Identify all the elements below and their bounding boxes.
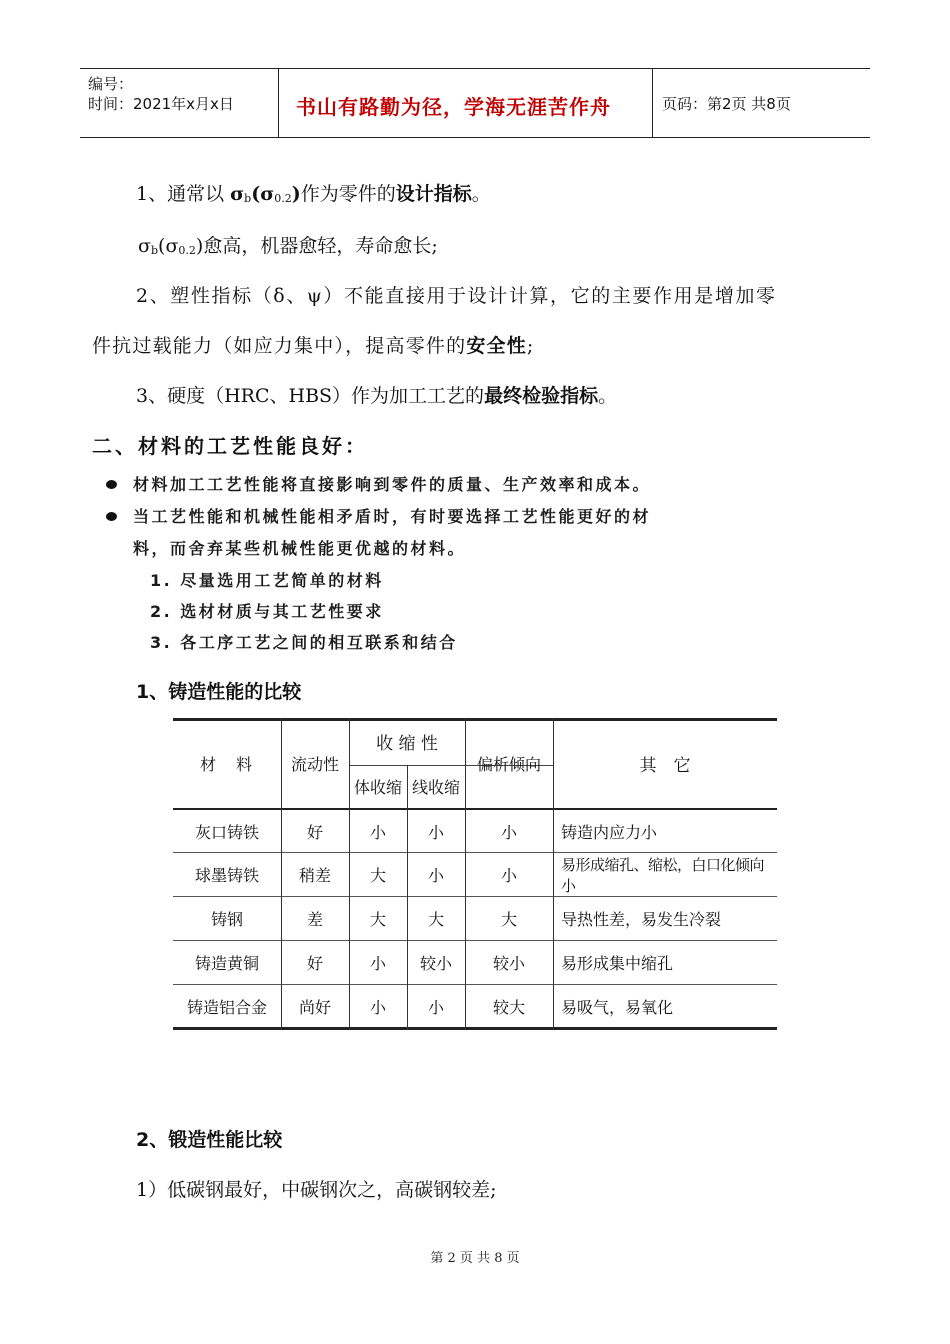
paragraph-strength-effect bbox=[138, 234, 438, 263]
p4-end: 。 bbox=[598, 385, 618, 407]
p4-text: 3、硬度（HRC、HBS）作为加工工艺的 bbox=[136, 385, 485, 407]
table-cell-fluidity: 尚好 bbox=[298, 997, 331, 1017]
header-shrinkage: 收 缩 性 bbox=[376, 734, 438, 754]
header-motto-cell bbox=[278, 69, 653, 137]
table-cell-volume: 大 bbox=[369, 866, 386, 885]
table-cell-material: 铸造铝合金 bbox=[186, 997, 267, 1017]
table-cell-segregation: 较小 bbox=[492, 954, 525, 973]
table-cell-segregation: 小 bbox=[500, 866, 517, 885]
sigma-02-open: (σ bbox=[251, 183, 275, 205]
table-cell-volume: 小 bbox=[369, 997, 386, 1017]
bullet-text-2-line1: 当工艺性能和机械性能相矛盾时，有时要选择工艺性能更好的材 bbox=[133, 507, 652, 526]
p1-middle: 作为零件的 bbox=[300, 183, 396, 205]
p2-sub-b: b bbox=[150, 244, 159, 257]
paren-close: ) bbox=[291, 183, 301, 205]
header-page-cell bbox=[652, 69, 870, 137]
numbered-item-1: 1. 尽量选用工艺简单的材料 bbox=[150, 571, 384, 590]
bullet-dot-icon bbox=[106, 480, 117, 489]
header-other: 其 它 bbox=[639, 755, 691, 776]
paragraph-design-index bbox=[136, 182, 491, 211]
casting-heading: 1、铸造性能的比较 bbox=[136, 681, 302, 703]
p1-end: 。 bbox=[471, 183, 491, 205]
table-cell-material: 铸造黄铜 bbox=[194, 954, 259, 973]
forging-paragraph: 1）低碳钢最好，中碳钢次之，高碳钢较差; bbox=[136, 1179, 497, 1201]
p3-line2-end: ; bbox=[526, 335, 535, 357]
p1-bold-term: 设计指标 bbox=[395, 183, 472, 205]
p4-bold: 最终检验指标 bbox=[484, 385, 599, 407]
sigma-b: σ bbox=[230, 183, 245, 205]
paragraph-plasticity-line1: 2、塑性指标（δ、ψ）不能直接用于设计计算，它的主要作用是增加零 bbox=[136, 285, 777, 307]
document-number-label: 编号： bbox=[88, 75, 134, 93]
table-cell-other: 易吸气，易氧化 bbox=[561, 997, 674, 1017]
bullet-text-2-line2: 料，而舍弃某些机械性能更优越的材料。 bbox=[133, 539, 467, 558]
header-page-label: 页码：第2页 共8页 bbox=[662, 95, 791, 113]
table-cell-fluidity: 好 bbox=[306, 822, 323, 842]
table-cell-linear: 小 bbox=[427, 997, 444, 1017]
bullet-dot-icon bbox=[106, 512, 117, 521]
header-linear-shrink: 线收缩 bbox=[411, 778, 460, 797]
header-segregation: 偏析倾向 bbox=[476, 754, 541, 774]
table-cell-material: 铸钢 bbox=[210, 910, 243, 929]
p3-line2-text: 件抗过载能力（如应力集中），提高零件的 bbox=[92, 335, 467, 357]
paragraph-hardness bbox=[136, 384, 617, 408]
paragraph-plasticity-line2 bbox=[92, 334, 535, 358]
header-meta-cell bbox=[80, 69, 279, 137]
table-cell-fluidity: 稍差 bbox=[298, 866, 331, 885]
p3-line2-bold: 安全性 bbox=[466, 335, 527, 357]
forging-heading: 2、锻造性能比较 bbox=[136, 1129, 283, 1151]
header-motto: 书山有路勤为径，学海无涯苦作舟 bbox=[296, 95, 611, 119]
page-footer: 第 2 页 共 8 页 bbox=[430, 1251, 520, 1266]
bullet-text-1: 材料加工工艺性能将直接影响到零件的质量、生产效率和成本。 bbox=[133, 475, 652, 494]
numbered-item-3: 3. 各工序工艺之间的相互联系和结合 bbox=[150, 633, 458, 652]
casting-comparison-table bbox=[173, 718, 777, 1030]
table-cell-other: 易形成集中缩孔 bbox=[561, 954, 674, 973]
table-cell-volume: 小 bbox=[369, 954, 386, 973]
table-cell-segregation: 小 bbox=[500, 822, 517, 842]
table-cell-linear: 小 bbox=[427, 866, 444, 885]
header-material: 材 料 bbox=[199, 754, 254, 774]
table-cell-volume: 大 bbox=[369, 910, 386, 929]
section-heading-process-performance: 二、材料的工艺性能良好： bbox=[92, 434, 368, 458]
table-cell-linear: 小 bbox=[427, 822, 444, 842]
table-cell-fluidity: 差 bbox=[306, 910, 323, 929]
table-cell-segregation: 较大 bbox=[492, 997, 525, 1017]
table-cell-volume: 小 bbox=[369, 822, 386, 842]
table-cell-fluidity: 好 bbox=[306, 954, 323, 973]
p2-sigma: σ bbox=[138, 235, 151, 257]
table-cell-segregation: 大 bbox=[500, 910, 517, 929]
numbered-item-2: 2. 选材材质与其工艺性要求 bbox=[150, 602, 384, 621]
header-volume-shrink: 体收缩 bbox=[353, 778, 402, 797]
p2-paren-open: (σ bbox=[158, 235, 179, 257]
page-header bbox=[80, 68, 870, 138]
table-cell-material: 球墨铸铁 bbox=[194, 866, 259, 885]
table-cell-other: 易形成缩孔、缩松，白口化倾向小 bbox=[561, 855, 765, 895]
table-cell-material: 灰口铸铁 bbox=[194, 822, 259, 842]
header-fluidity: 流动性 bbox=[290, 754, 339, 774]
document-time-label: 时间：2021年x月x日 bbox=[88, 95, 234, 113]
table-cell-other: 导热性差，易发生冷裂 bbox=[561, 910, 722, 929]
table-cell-other: 铸造内应力小 bbox=[561, 822, 658, 842]
table-cell-linear: 较小 bbox=[419, 954, 452, 973]
sub-b: b bbox=[244, 192, 252, 205]
p1-prefix: 1、通常以 bbox=[136, 183, 231, 205]
p2-rest: )愈高，机器愈轻，寿命愈长; bbox=[195, 235, 438, 257]
p2-sub-02: 0.2 bbox=[178, 244, 196, 257]
sub-02: 0.2 bbox=[274, 192, 292, 205]
table-cell-linear: 大 bbox=[427, 910, 444, 929]
table-bottom-rule bbox=[173, 1027, 777, 1030]
